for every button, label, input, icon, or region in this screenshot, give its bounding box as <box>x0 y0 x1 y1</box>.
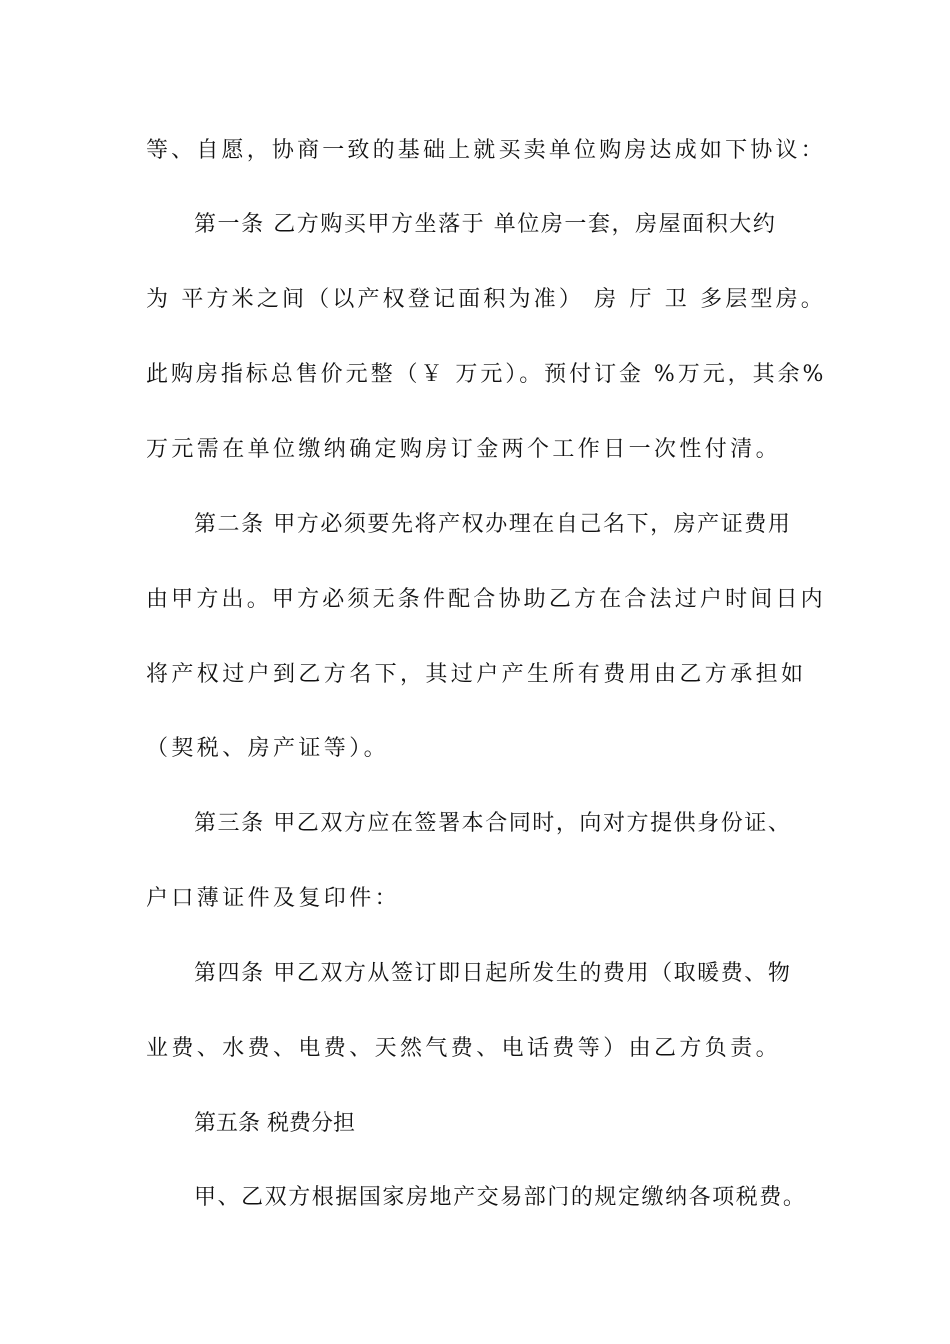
article-4-line: 第四条 甲乙双方从签订即日起所发生的费用（取暖费、物 <box>194 961 792 986</box>
article-5-heading: 第五条 税费分担 <box>194 1111 355 1136</box>
paragraph-line: （契税、房产证等）。 <box>146 736 390 761</box>
paragraph-line: 户口薄证件及复印件： <box>146 886 401 911</box>
paragraph-line: 等、自愿，协商一致的基础上就买卖单位购房达成如下协议： <box>146 138 826 163</box>
article-3-line: 第三条 甲乙双方应在签署本合同时，向对方提供身份证、 <box>194 811 792 836</box>
paragraph-line: 此购房指标总售价元整（￥ 万元）。预付订金 %万元，其余% <box>146 362 827 387</box>
article-1-line: 第一条 乙方购买甲方坐落于 单位房一套，房屋面积大约 <box>194 212 777 237</box>
paragraph-line: 为 平方米之间（以产权登记面积为准） 房 厅 卫 多层型房。 <box>146 287 826 312</box>
paragraph-line: 万元需在单位缴纳确定购房订金两个工作日一次性付清。 <box>146 437 782 462</box>
article-2-line: 第二条 甲方必须要先将产权办理在自己名下，房产证费用 <box>194 512 792 537</box>
paragraph-line: 由甲方出。甲方必须无条件配合协助乙方在合法过户时间日内 <box>146 587 826 612</box>
paragraph-line: 业费、水费、电费、天然气费、电话费等）由乙方负责。 <box>146 1036 782 1061</box>
paragraph-line: 甲、乙双方根据国家房地产交易部门的规定缴纳各项税费。 <box>194 1185 807 1210</box>
paragraph-line: 将产权过户到乙方名下，其过户产生所有费用由乙方承担如 <box>146 662 807 687</box>
